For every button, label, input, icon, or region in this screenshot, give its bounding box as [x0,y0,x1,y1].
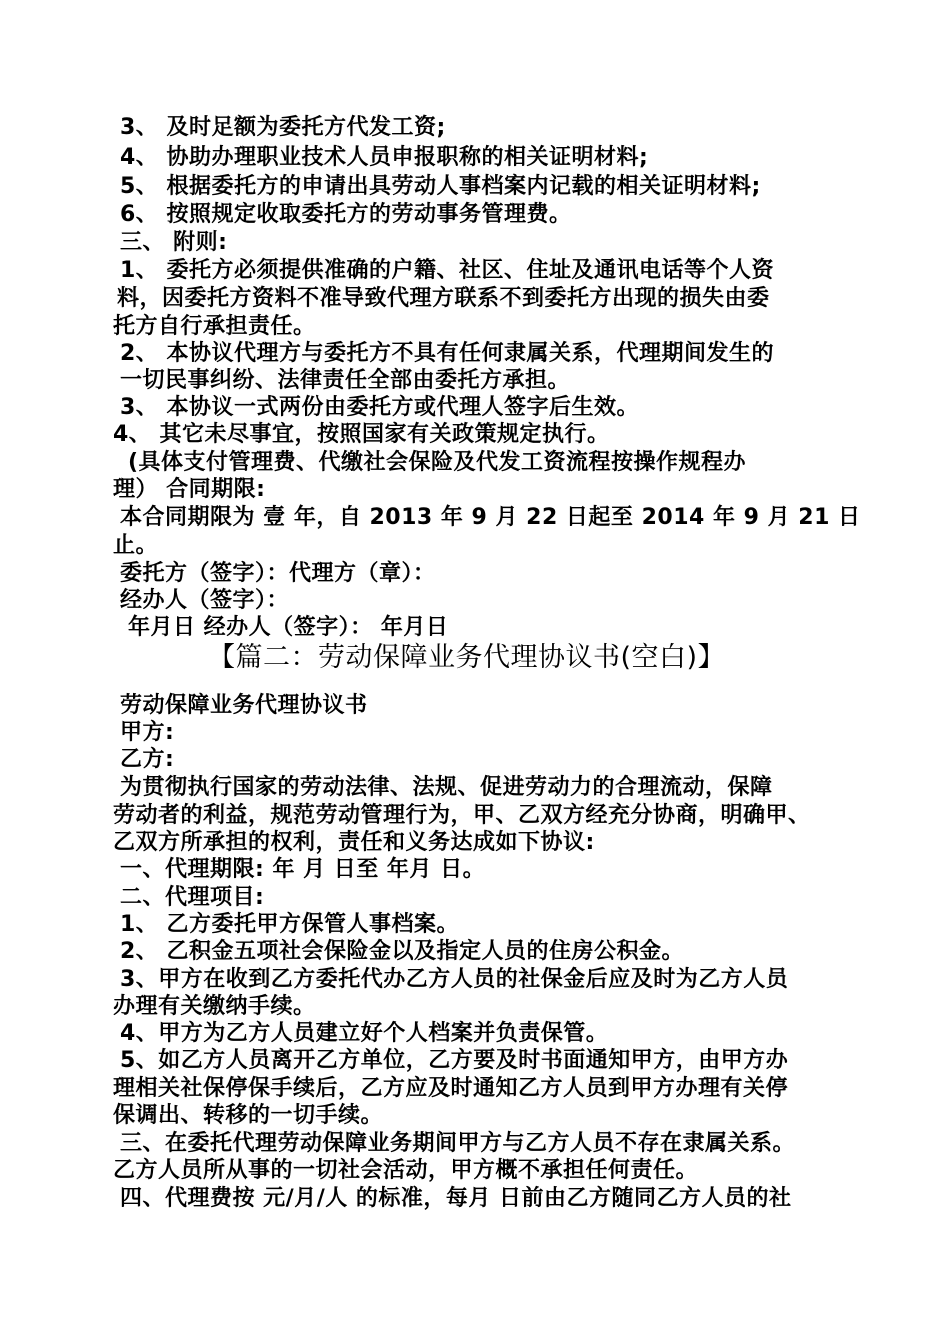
signature-line: 年月日 经办人（签字）： 年月日 [128,615,449,640]
text-line: 乙方人员所从事的一切社会活动，甲方概不承担任何责任。 [113,1158,699,1183]
text-line: 料，因委托方资料不准导致代理方联系不到委托方出现的损失由委 [117,286,770,311]
signature-line: 委托方（签字）：代理方（章）： [120,561,436,586]
text-line: 4、 其它未尽事宜，按照国家有关政策规定执行。 [113,422,610,447]
text-line: 4、 协助办理职业技术人员申报职称的相关证明材料; [120,145,649,170]
text-line: 三、在委托代理劳动保障业务期间甲方与乙方人员不存在隶属关系。 [120,1131,796,1156]
text-line: 一、代理期限: 年 月 日至 年月 日。 [120,857,486,882]
party-a-line: 甲方: [120,720,175,745]
text-line: (具体支付管理费、代缴社会保险及代发工资流程按操作规程办 [128,450,747,475]
text-line: 止。 [113,533,159,558]
text-line: 1、 委托方必须提供准确的户籍、社区、住址及通讯电话等个人资 [120,258,774,283]
text-line: 3、 本协议一式两份由委托方或代理人签字后生效。 [120,395,639,420]
text-line: 保调出、转移的一切手续。 [113,1103,384,1128]
text-line: 托方自行承担责任。 [113,314,316,339]
text-line: 3、 及时足额为委托方代发工资; [120,115,446,140]
text-line: 办理有关缴纳手续。 [113,994,316,1019]
text-line: 3、甲方在收到乙方委托代办乙方人员的社保金后应及时为乙方人员 [120,967,789,992]
text-line: 为贯彻执行国家的劳动法律、法规、促进劳动力的合理流动，保障 [120,775,773,800]
text-line: 四、代理费按 元/月/人 的标准，每月 日前由乙方随同乙方人员的社 [120,1186,792,1211]
party-b-line: 乙方: [120,747,175,772]
text-line: 理） 合同期限: [113,477,266,502]
text-line: 劳动者的利益，规范劳动管理行为，甲、乙双方经充分协商，明确甲、 [113,803,811,828]
text-line: 二、代理项目: [120,885,265,910]
text-line: 5、 根据委托方的申请出具劳动人事档案内记载的相关证明材料; [120,174,761,199]
text-line: 2、 本协议代理方与委托方不具有任何隶属关系，代理期间发生的 [120,341,774,366]
agreement-title: 劳动保障业务代理协议书 [120,693,368,718]
text-line: 1、 乙方委托甲方保管人事档案。 [120,912,459,937]
text-line: 5、如乙方人员离开乙方单位，乙方要及时书面通知甲方，由甲方办 [120,1048,789,1073]
text-line: 2、 乙积金五项社会保险金以及指定人员的住房公积金。 [120,939,684,964]
signature-line: 经办人（签字）： [120,588,290,613]
section-title: 三、 附则: [120,230,228,255]
text-line: 4、甲方为乙方人员建立好个人档案并负责保管。 [120,1021,609,1046]
section-heading: 【篇二：劳动保障业务代理协议书(空白)】 [208,642,726,673]
text-line: 一切民事纠纷、法律责任全部由委托方承担。 [120,368,571,393]
contract-term-line: 本合同期限为 壹 年，自 2013 年 9 月 22 日起至 2014 年 9 月 21 日 [120,505,861,530]
text-line: 6、 按照规定收取委托方的劳动事务管理费。 [120,202,572,227]
text-line: 乙双方所承担的权利，责任和义务达成如下协议: [113,830,595,855]
text-line: 理相关社保停保手续后，乙方应及时通知乙方人员到甲方办理有关停 [113,1076,789,1101]
